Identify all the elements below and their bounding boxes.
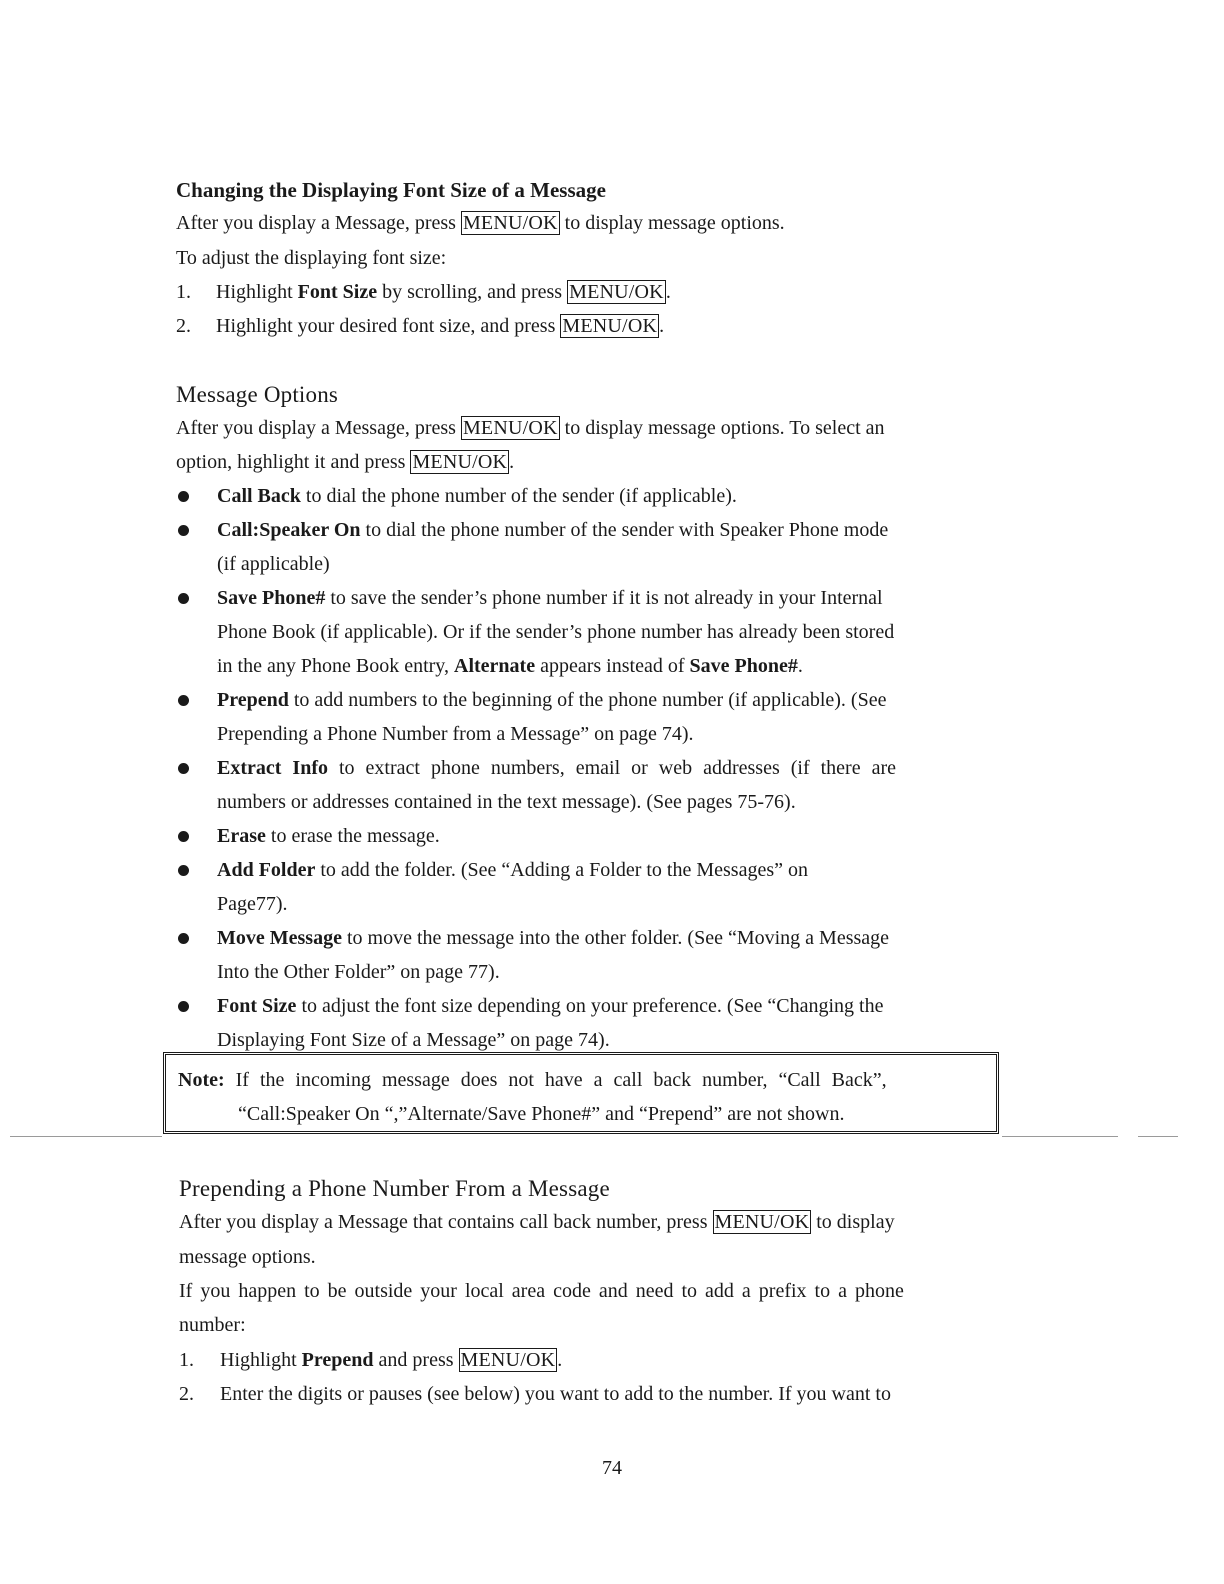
list-item-continuation: numbers or addresses contained in the text message). (See pages 75-76). (217, 791, 796, 813)
text: to extract phone numbers, email or web addresses (if there are (327, 757, 897, 779)
text: After you display a Message, press (176, 212, 456, 234)
text: appears instead of (535, 655, 690, 677)
text: to move the message into the other folder. (See “Moving a Message (341, 927, 890, 949)
list-item (217, 585, 883, 611)
menu-ok-key: MENU/OK (462, 212, 558, 234)
menu-ok-key: MENU/OK (412, 451, 508, 473)
paragraph (176, 415, 885, 441)
bold-term: Erase (217, 825, 266, 847)
text: Highlight your desired font size, and press (216, 315, 556, 337)
text: to add the folder. (See “Adding a Folder to the Messages” on (315, 859, 808, 881)
text: to save the sender’s phone number if it is not already in your Internal (325, 587, 883, 609)
bold-term: Call Back (217, 485, 301, 507)
bold-term: Alternate (454, 655, 536, 677)
text: . (665, 281, 671, 303)
section-heading-prepending: Prepending a Phone Number From a Message (179, 1176, 610, 1201)
step-number: 2. (179, 1383, 194, 1405)
menu-ok-key: MENU/OK (462, 417, 558, 439)
note-label: Note: (178, 1069, 225, 1091)
text: . (659, 315, 665, 337)
paragraph: If you happen to be outside your local area code and need to add a prefix to a phone (179, 1280, 904, 1302)
text: . (509, 451, 515, 473)
text: to display message options. To select an (564, 417, 885, 439)
list-item (217, 517, 888, 543)
note-text (178, 1067, 887, 1093)
text: option, highlight it and press (176, 451, 406, 473)
menu-ok-key: MENU/OK (562, 315, 658, 337)
list-item-continuation: Into the Other Folder” on page 77). (217, 961, 500, 983)
step-number: 1. (176, 281, 191, 303)
text: to display (816, 1211, 895, 1233)
paragraph: To adjust the displaying font size: (176, 247, 447, 269)
menu-ok-key: MENU/OK (714, 1211, 810, 1233)
paragraph: message options. (179, 1246, 316, 1268)
text: to dial the phone number of the sender with Speaker Phone mode (360, 519, 889, 541)
text: to adjust the font size depending on your preference. (See “Changing the (296, 995, 884, 1017)
bold-term: Font Size (297, 281, 378, 303)
menu-ok-key: MENU/OK (460, 1349, 556, 1371)
text: to add numbers to the beginning of the phone number (if applicable). (See (288, 689, 887, 711)
bullet-icon (178, 865, 189, 876)
divider (10, 1136, 162, 1137)
list-item-continuation: Phone Book (if applicable). Or if the sender’s phone number has already been stored (217, 621, 895, 643)
bullet-icon (178, 763, 189, 774)
step-number: 2. (176, 315, 191, 337)
note-continuation: “Call:Speaker On “,”Alternate/Save Phone#” and “Prepend” are not shown. (238, 1103, 845, 1125)
bold-term: Prepend (301, 1349, 374, 1371)
list-item-continuation: (if applicable) (217, 553, 330, 575)
bold-term: Move Message (217, 927, 342, 949)
step-text: Enter the digits or pauses (see below) you want to add to the number. If you want to (220, 1383, 891, 1405)
bold-term: Save Phone# (217, 587, 326, 609)
bold-term: Add Folder (217, 859, 316, 881)
list-item (217, 755, 985, 781)
bullet-icon (178, 695, 189, 706)
text: Highlight (216, 281, 298, 303)
bullet-icon (178, 491, 189, 502)
step-number: 1. (179, 1349, 194, 1371)
list-item (217, 925, 889, 951)
step-text (216, 279, 671, 305)
bullet-icon (178, 1001, 189, 1012)
list-item-continuation: Page77). (217, 893, 288, 915)
text: . (557, 1349, 563, 1371)
step-text (216, 313, 664, 339)
paragraph (176, 449, 514, 475)
list-item (217, 483, 737, 509)
divider (1002, 1136, 1118, 1137)
list-item-continuation: Prepending a Phone Number from a Message” on page 74). (217, 723, 694, 745)
bullet-icon (178, 593, 189, 604)
paragraph: number: (179, 1314, 246, 1336)
text: After you display a Message, press (176, 417, 456, 439)
step-text (220, 1347, 562, 1373)
list-item (217, 823, 440, 849)
text: to display message options. (564, 212, 785, 234)
list-item (217, 857, 808, 883)
bold-term: Save Phone# (689, 655, 798, 677)
text: After you display a Message that contains call back number, press (179, 1211, 708, 1233)
bold-term: Extract Info (217, 757, 328, 779)
paragraph (179, 1209, 895, 1235)
list-item-continuation (217, 653, 803, 679)
bullet-icon (178, 933, 189, 944)
list-item-continuation: Displaying Font Size of a Message” on page 74). (217, 1029, 610, 1051)
text: to dial the phone number of the sender (if applicable). (300, 485, 737, 507)
list-item (217, 993, 883, 1019)
section-heading-message-options: Message Options (176, 382, 339, 407)
text: . (797, 655, 803, 677)
list-item (217, 687, 886, 713)
section-heading-font-size: Changing the Displaying Font Size of a Message (176, 178, 606, 202)
bold-term: Call:Speaker On (217, 519, 361, 541)
page-number: 74 (602, 1457, 622, 1479)
text: If the incoming message does not have a call back number, “Call Back”, (224, 1069, 887, 1091)
paragraph (176, 210, 785, 236)
text: and press (373, 1349, 454, 1371)
menu-ok-key: MENU/OK (569, 281, 664, 303)
text: to erase the message. (265, 825, 440, 847)
bold-term: Font Size (217, 995, 297, 1017)
text: Highlight (220, 1349, 302, 1371)
text: by scrolling, and press (377, 281, 563, 303)
bold-term: Prepend (217, 689, 289, 711)
bullet-icon (178, 525, 189, 536)
bullet-icon (178, 831, 189, 842)
text: in the any Phone Book entry, (217, 655, 455, 677)
divider (1138, 1136, 1178, 1137)
